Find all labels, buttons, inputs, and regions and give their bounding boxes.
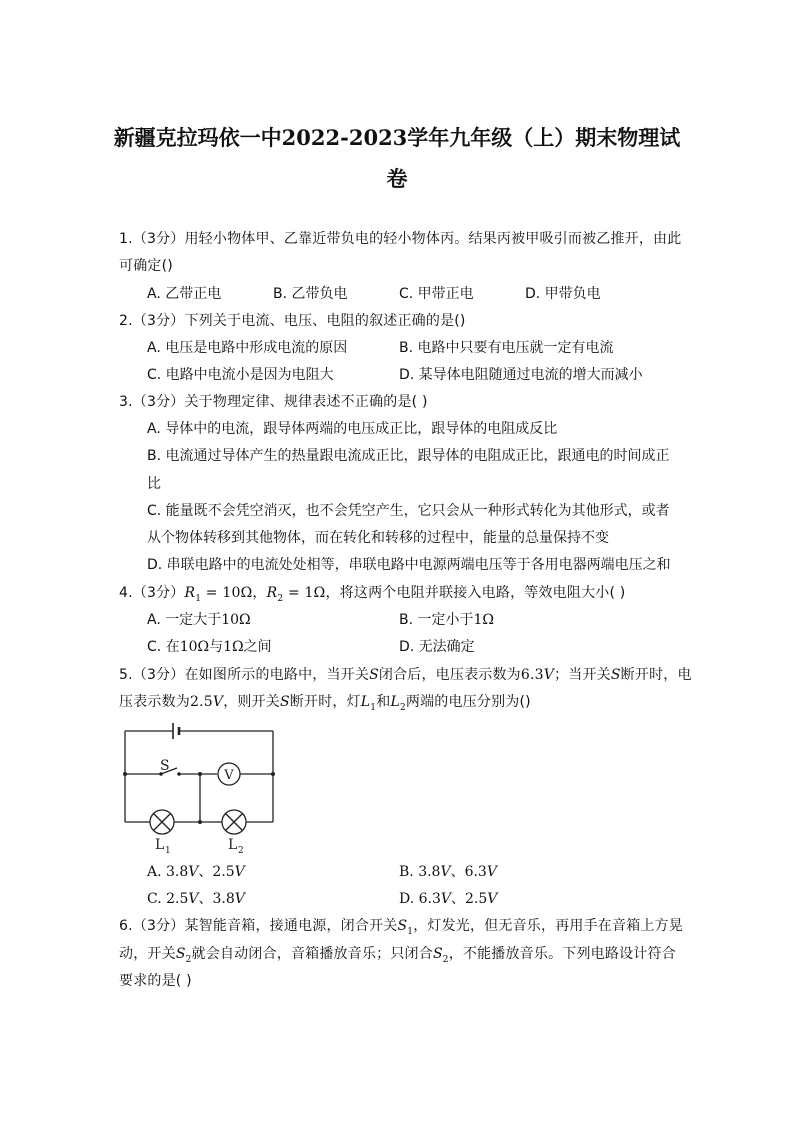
q5-l2-lamp1: L bbox=[360, 694, 371, 710]
q4-rest: ，将这两个电阻并联接入电路，等效电阻大小( ) bbox=[325, 585, 626, 601]
q4-sep: ， bbox=[252, 585, 267, 601]
q5-l2-d: 两端的电压分别为() bbox=[405, 694, 531, 710]
q4-option-c-pre: C. 在 bbox=[147, 639, 180, 655]
q5-option-c bbox=[147, 888, 245, 908]
q5-l2-and: 和 bbox=[376, 694, 391, 710]
q5-a-2: V bbox=[188, 864, 199, 880]
q5-c-1: C. 2.5 bbox=[147, 891, 189, 907]
lamp-l2-label: L bbox=[228, 837, 238, 853]
q5-stem-line2 bbox=[119, 691, 531, 713]
q6-l1-b: ，灯发光，但无音乐，再用手在音箱上方晃 bbox=[413, 918, 684, 934]
q6-l1-switch-sub: 1 bbox=[407, 926, 414, 937]
q6-l2-b: 就会自动闭合，音箱播放音乐；只闭合 bbox=[191, 946, 433, 962]
q3-stem: 3.（3分）关于物理定律、规律表述不正确的是( ) bbox=[119, 394, 428, 410]
q5-stem-line1 bbox=[119, 664, 692, 684]
q5-b-2: V bbox=[440, 864, 451, 880]
q4-option-a bbox=[147, 609, 251, 629]
q5-option-a bbox=[147, 861, 245, 881]
q4-option-c bbox=[147, 636, 272, 656]
q2-option-a: A. 电压是电路中形成电流的原因 bbox=[147, 340, 348, 356]
q4-prefix: 4.（3分） bbox=[119, 585, 185, 601]
q1-option-d: D. 甲带负电 bbox=[525, 286, 601, 302]
q6-l2-switch2: S bbox=[432, 946, 443, 962]
lamp-l1-label: L bbox=[155, 837, 165, 853]
q2-option-c: C. 电路中电流小是因为电阻大 bbox=[147, 367, 334, 383]
q4-option-c-v1: 10Ω bbox=[179, 639, 210, 655]
q6-l2-a: 动，开关 bbox=[119, 946, 176, 962]
q5-d-4: V bbox=[487, 891, 498, 907]
q5-d-3: 、2.5 bbox=[451, 891, 488, 907]
q6-l2-c: ，不能播放音乐。下列电路设计符合 bbox=[448, 946, 676, 962]
q5-l2-b: ，则开关 bbox=[223, 694, 280, 710]
q1-stem-line2: 可确定() bbox=[119, 258, 173, 274]
q6-stem-line2 bbox=[119, 943, 676, 965]
q4-option-c-v2: 1Ω bbox=[223, 639, 244, 655]
lamp-l2-sub: 2 bbox=[238, 846, 244, 856]
q5-b-4: V bbox=[486, 864, 497, 880]
q5-a-1: A. 3.8 bbox=[147, 864, 189, 880]
q4-option-a-value: 10Ω bbox=[221, 612, 251, 628]
q4-r1-sub: 1 bbox=[195, 593, 202, 604]
q4-option-c-post: 之间 bbox=[243, 639, 272, 655]
q4-option-c-mid: 与 bbox=[209, 639, 224, 655]
q4-option-d: D. 无法确定 bbox=[399, 639, 475, 655]
q5-l1-switch: S bbox=[369, 667, 379, 683]
switch-contact-b bbox=[177, 772, 181, 776]
q5-a-3: 、2.5 bbox=[198, 864, 235, 880]
junction-right bbox=[271, 772, 275, 776]
q5-l1-c: ；当开关 bbox=[554, 667, 611, 683]
lamp-l1-sub: 1 bbox=[165, 846, 171, 856]
q2-option-d: D. 某导体电阻随通过电流的增大而减小 bbox=[399, 367, 643, 383]
junction-left bbox=[123, 772, 127, 776]
q5-l2-unit: V bbox=[212, 694, 224, 710]
q5-l1-voltage: 6.3 bbox=[520, 667, 544, 683]
q1-option-c: C. 甲带正电 bbox=[399, 286, 474, 302]
q5-c-3: 、3.8 bbox=[198, 891, 235, 907]
q3-option-c-line2: 从个物体转移到其他物体，而在转化和转移的过程中，能量的总量保持不变 bbox=[147, 530, 609, 546]
q5-d-2: V bbox=[440, 891, 452, 907]
q5-l2-lamp1-sub: 1 bbox=[370, 702, 377, 713]
q4-r2: R bbox=[266, 585, 278, 601]
q1-option-a: A. 乙带正电 bbox=[147, 286, 222, 302]
q6-l2-switch: S bbox=[175, 946, 186, 962]
q4-r1-value: = 10Ω bbox=[201, 585, 253, 601]
junction-center-bottom bbox=[198, 820, 202, 824]
q4-stem bbox=[119, 582, 625, 604]
switch-label: S bbox=[160, 758, 170, 774]
q4-option-a-text: A. 一定大于 bbox=[147, 612, 222, 628]
q5-l1-b: 闭合后，电压表示数为 bbox=[378, 667, 521, 683]
q3-option-d: D. 串联电路中的电流处处相等，串联电路中电源两端电压等于各用电器两端电压之和 bbox=[147, 557, 671, 573]
q5-l1-a: 5.（3分）在如图所示的电路中，当开关 bbox=[119, 667, 370, 683]
q5-b-3: 、6.3 bbox=[450, 864, 487, 880]
q6-l1-switch: S bbox=[397, 918, 408, 934]
q5-option-d bbox=[399, 888, 497, 908]
q3-option-b-line2: 比 bbox=[147, 476, 161, 492]
q5-c-4: V bbox=[234, 891, 245, 907]
q6-stem-line1 bbox=[119, 915, 683, 937]
q3-option-a: A. 导体中的电流，跟导体两端的电压成正比，跟导体的电阻成反比 bbox=[147, 421, 558, 437]
q4-option-b-text: B. 一定小于 bbox=[399, 612, 474, 628]
q6-l2-switch-sub: 2 bbox=[185, 954, 192, 965]
q4-option-b bbox=[399, 609, 494, 629]
q5-option-b bbox=[399, 861, 497, 881]
q5-l2-voltage: 2.5 bbox=[190, 694, 213, 710]
q4-r1: R bbox=[184, 585, 196, 601]
q1-option-b: B. 乙带负电 bbox=[273, 286, 348, 302]
page-title-line1: 新疆克拉玛依一中2022-2023学年九年级（上）期末物理试 bbox=[113, 125, 681, 150]
q4-option-b-value: 1Ω bbox=[473, 612, 495, 628]
q3-option-b-line1: B. 电流通过导体产生的热量跟电流成正比，跟导体的电阻成正比，跟通电的时间成正 bbox=[147, 448, 670, 464]
q2-stem: 2.（3分）下列关于电流、电压、电阻的叙述正确的是() bbox=[119, 313, 466, 329]
q5-l1-d: 断开时，电 bbox=[620, 667, 692, 683]
q5-l2-lamp2-sub: 2 bbox=[399, 702, 406, 713]
q2-option-b: B. 电路中只要有电压就一定有电流 bbox=[399, 340, 614, 356]
q1-stem-line1: 1.（3分）用轻小物体甲、乙靠近带负电的轻小物体丙。结果丙被甲吸引而被乙推开，由此 bbox=[119, 231, 682, 247]
q5-l1-unit: V bbox=[543, 667, 555, 683]
circuit-diagram bbox=[115, 716, 285, 856]
q5-l1-switch2: S bbox=[610, 667, 621, 683]
q6-l2-switch2-sub: 2 bbox=[442, 954, 449, 965]
q6-l1-a: 6.（3分）某智能音箱，接通电源，闭合开关 bbox=[119, 918, 398, 934]
q5-a-4: V bbox=[234, 864, 245, 880]
q5-l2-c: 断开时，灯 bbox=[289, 694, 361, 710]
q5-l2-lamp2: L bbox=[390, 694, 400, 710]
q5-b-1: B. 3.8 bbox=[399, 864, 441, 880]
q6-stem-line3: 要求的是( ) bbox=[119, 973, 192, 989]
junction-center-top bbox=[198, 772, 202, 776]
q5-l2-a: 压表示数为 bbox=[119, 694, 190, 710]
q5-d-1: D. 6.3 bbox=[399, 891, 441, 907]
page-title-line2: 卷 bbox=[386, 166, 408, 191]
q5-l2-switch: S bbox=[280, 694, 290, 710]
q3-option-c-line1: C. 能量既不会凭空消灭，也不会凭空产生，它只会从一种形式转化为其他形式，或者 bbox=[147, 503, 670, 519]
q5-c-2: V bbox=[188, 891, 199, 907]
q4-r2-sub: 2 bbox=[277, 593, 284, 604]
q4-r2-value: = 1Ω bbox=[283, 585, 326, 601]
voltmeter-label: V bbox=[224, 768, 234, 783]
